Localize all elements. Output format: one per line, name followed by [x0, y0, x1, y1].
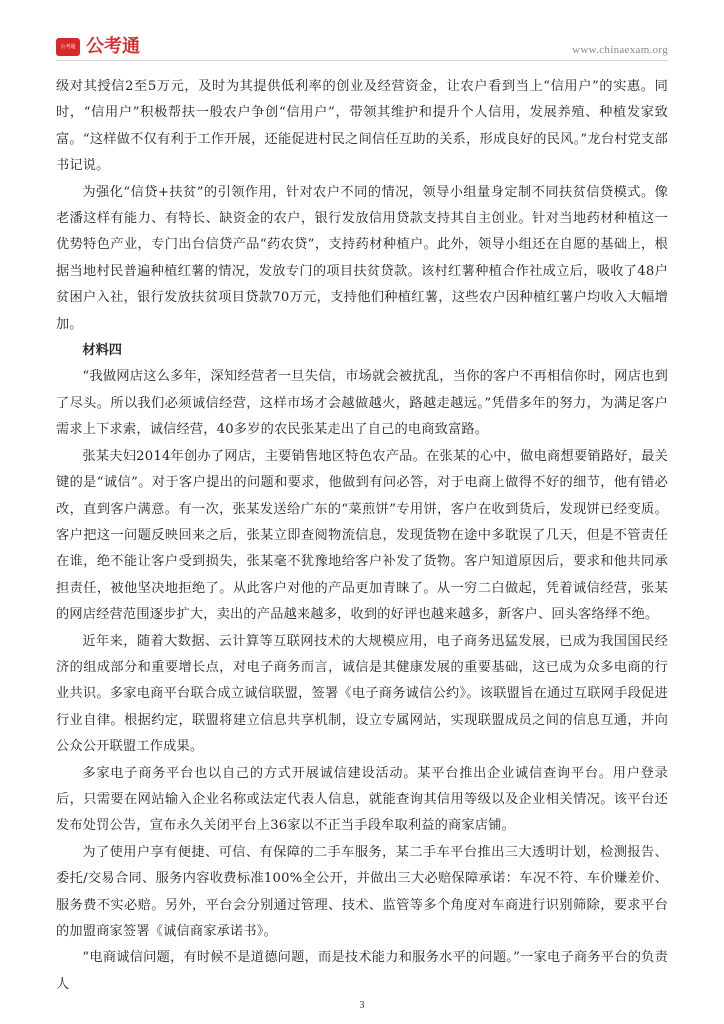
paragraph: 为了使用户享有便捷、可信、有保障的二手车服务，某二手车平台推出三大透明计划，检测报告、委托/交易合同、服务内容收费标准100%全公开，并做出三大必赔保障承诺：车况不符、车价赚差价、服务费不实必赔。另外，平台会分别通过管理、技术、监管等多个角度对车商进行识别筛除，要求平台的加盟商家签署《诚信商家承诺书》。	[56, 844, 668, 939]
paragraph: 张某夫妇2014年创办了网店，主要销售地区特色农产品。在张某的心中，做电商想要销路好，最关键的是“诚信”。对于客户提出的问题和要求，他做到有问必答，对于电商上做得不好的细节，他有错必改，直到客户满意。有一次，张某发送给广东的“菜煎饼”专用饼，客户在收到货后，发现饼已经变质。客户把这一问题反映回来之后，张某立即查阅物流信息，发现货物在途中多耽误了几天，但是不管责任在谁，绝不能让客户受到损失，张某毫不犹豫地给客户补发了货物。客户知道原因后，要求和他共同承担责任，被他坚决地拒绝了。从此客户对他的产品更加青睐了。从一穷二白做起，凭着诚信经营，张某的网店经营范围逐步扩大，卖出的产品越来越多，收到的好评也越来越多，新客户、回头客络绎不绝。	[56, 448, 668, 623]
paragraph: 近年来，随着大数据、云计算等互联网技术的大规模应用，电子商务迅猛发展，已成为我国国民经济的组成部分和重要增长点，对电子商务而言，诚信是其健康发展的重要基础，这已成为众多电商的行业共识。多家电商平台联合成立诚信联盟，签署《电子商务诚信公约》。该联盟旨在通过互联网手段促进行业自律。根据约定，联盟将建立信息共享机制，设立专属网站，实现联盟成员之间的信息互通，并向公众公开联盟工作成果。	[56, 633, 668, 755]
logo-badge[interactable]: 公考通	[56, 38, 80, 56]
section-heading: 材料四	[82, 343, 122, 359]
page-number: 3	[359, 1000, 365, 1011]
paragraph: “我做网店这么多年，深知经营者一旦失信，市场就会被扰乱，当你的客户不再相信你时，网店也到了尽头。所以我们必须诚信经营，这样市场才会越做越火，路越走越远。”凭借多年的努力，为满足客户需求上下求索，诚信经营，40多岁的农民张某走出了自己的电商致富路。	[56, 369, 668, 438]
paragraph: 为强化“信贷+扶贫”的引领作用，针对农户不同的情况，领导小组量身定制不同扶贫信贷模式。像老潘这样有能力、有特长、缺资金的农户，银行发放信用贷款支持其自主创业。针对当地药材种植这一优势特色产业，专门出台信贷产品“药农贷”，支持药材种植户。此外，领导小组还在自愿的基础上，根据当地村民普遍种植红薯的情况，发放专门的项目扶贫贷款。该村红薯种植合作社成立后，吸收了48户贫困户入社，银行发放扶贫项目贷款70万元，支持他们种植红薯，这些农户因种植红薯户均收入大幅增加。	[56, 184, 668, 332]
site-url[interactable]: www.chinaexam.org	[572, 44, 668, 56]
document-body	[56, 74, 668, 998]
paragraph: “电商诚信问题，有时候不是道德问题，而是技术能力和服务水平的问题。”一家电子商务平台的负责人	[56, 950, 668, 992]
paragraph: 级对其授信2至5万元，及时为其提供低利率的创业及经营资金，让农户看到当上“信用户”的实惠。同时，“信用户”积极帮扶一般农户争创“信用户”，带领其维护和提升个人信用，发展养殖、种植发家致富。“这样做不仅有利于工作开展，还能促进村民之间信任互助的关系，形成良好的民风。”龙台村党支部书记说。	[56, 79, 668, 174]
header-divider	[56, 60, 668, 61]
logo-text[interactable]: 公考通	[86, 36, 140, 57]
paragraph: 多家电子商务平台也以自己的方式开展诚信建设活动。某平台推出企业诚信查询平台。用户登录后，只需要在网站输入企业名称或法定代表人信息，就能查询其信用等级以及企业相关情况。该平台还发布处罚公告，宣布永久关闭平台上36家以不正当手段牟取利益的商家店铺。	[56, 765, 668, 834]
